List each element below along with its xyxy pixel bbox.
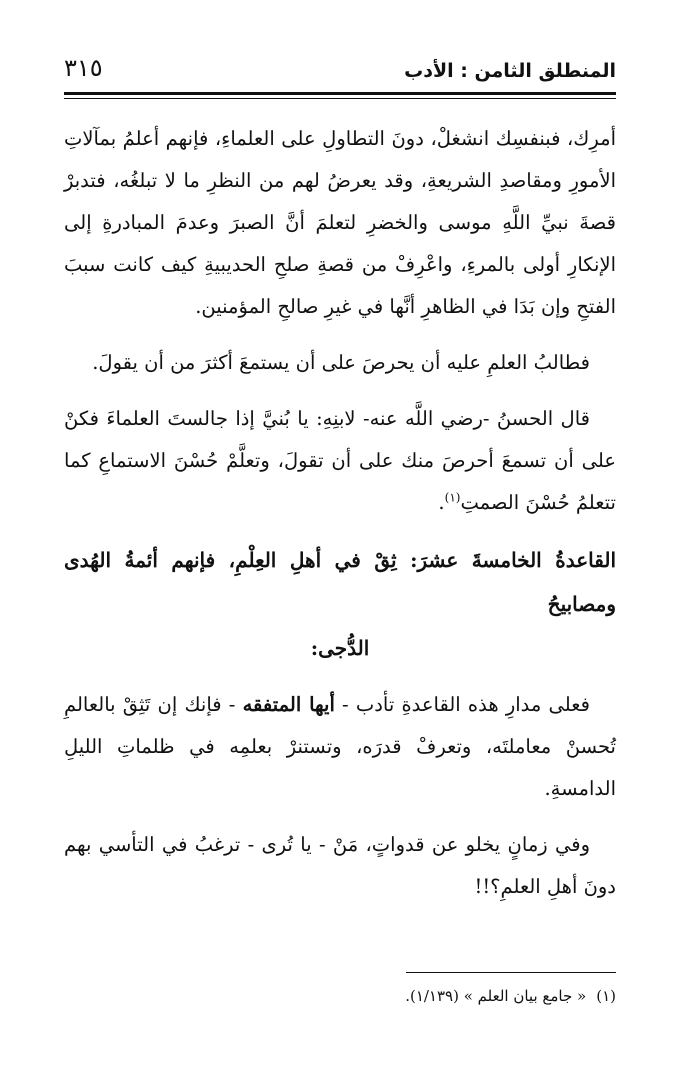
page-number: ٣١٥ (64, 54, 103, 82)
paragraph-1: أمرِك، فبنفسِك انشغلْ، دونَ التطاولِ على العلماءِ، فإنهم أعلمُ بمآلاتِ الأمورِ ومقاصدِ الشريعةِ، وقد يعرضُ لهم من النظرِ ما لا تبلغُه، فتدبرْ قصةَ نبيِّ اللَّهِ موسى والخضرِ لتعلمَ أنَّ الصبرَ وعدمَ المبادرةِ إلى الإنكارِ أولى بالمرءِ، واعْرِفْ من قصةِ صلحِ الحديبيةِ كيف كانت سببَ الفتحِ وإن بَدَا في الظاهرِ أنَّها في غيرِ صالحِ المؤمنين. (64, 127, 616, 318)
paragraph-4-start: فعلى مدارِ هذه القاعدةِ تأدب - (334, 693, 590, 716)
body-text (64, 118, 616, 922)
section-heading (64, 538, 616, 670)
paragraph-3-text: قال الحسنُ -رضي اللَّه عنه- لابنِهِ: يا بُنيَّ إذا جالستَ العلماءَ فكنْ على أن تسمعَ أحرصَ منك على أن تقولَ، وتعلَّمْ حُسْنَ الاستماعِ كما تتعلمُ حُسْنَ الصمتِ (64, 407, 616, 514)
paragraph-3 (64, 398, 616, 524)
section-heading-line-1: القاعدةُ الخامسةَ عشرَ: ثِقْ في أهلِ العِلْمِ، فإنهم أئمةُ الهُدى ومصابيحُ (64, 548, 616, 616)
running-head (64, 46, 616, 82)
header-rule-thick (64, 92, 616, 95)
paragraph-2: فطالبُ العلمِ عليه أن يحرصَ على أن يستمعَ أكثرَ من أن يقولَ. (92, 351, 590, 374)
chapter-title: المنطلق الثامن : الأدب (404, 60, 616, 82)
section-heading-line-2: الدُّجى: (310, 636, 370, 660)
paragraph-4-end: - فإنك إن تَثِقْ بالعالمِ تُحسنْ معاملتَه، وتعرفْ قدرَه، وتستنرْ بعلمِه في ظلماتِ الليلِ الدامسةِ. (64, 693, 616, 800)
footnote-marker: (١) (596, 987, 616, 1005)
paragraph-5: وفي زمانٍ يخلو عن قدواتٍ، مَنْ - يا تُرى - ترغبُ في التأسي بهم دونَ أهلِ العلمِ؟!! (64, 833, 616, 898)
footnote (64, 984, 616, 1008)
footnote-rule (406, 972, 616, 973)
footnote-reference[interactable]: (١) (444, 490, 461, 505)
paragraph-3-end: . (438, 491, 445, 514)
footnote-text: « جامع بيان العلم » (١/١٣٩). (405, 987, 587, 1005)
paragraph-4-emphasis: أيها المتفقه (242, 693, 335, 716)
header-rule-thin (64, 98, 616, 99)
paragraph-4 (64, 684, 616, 810)
